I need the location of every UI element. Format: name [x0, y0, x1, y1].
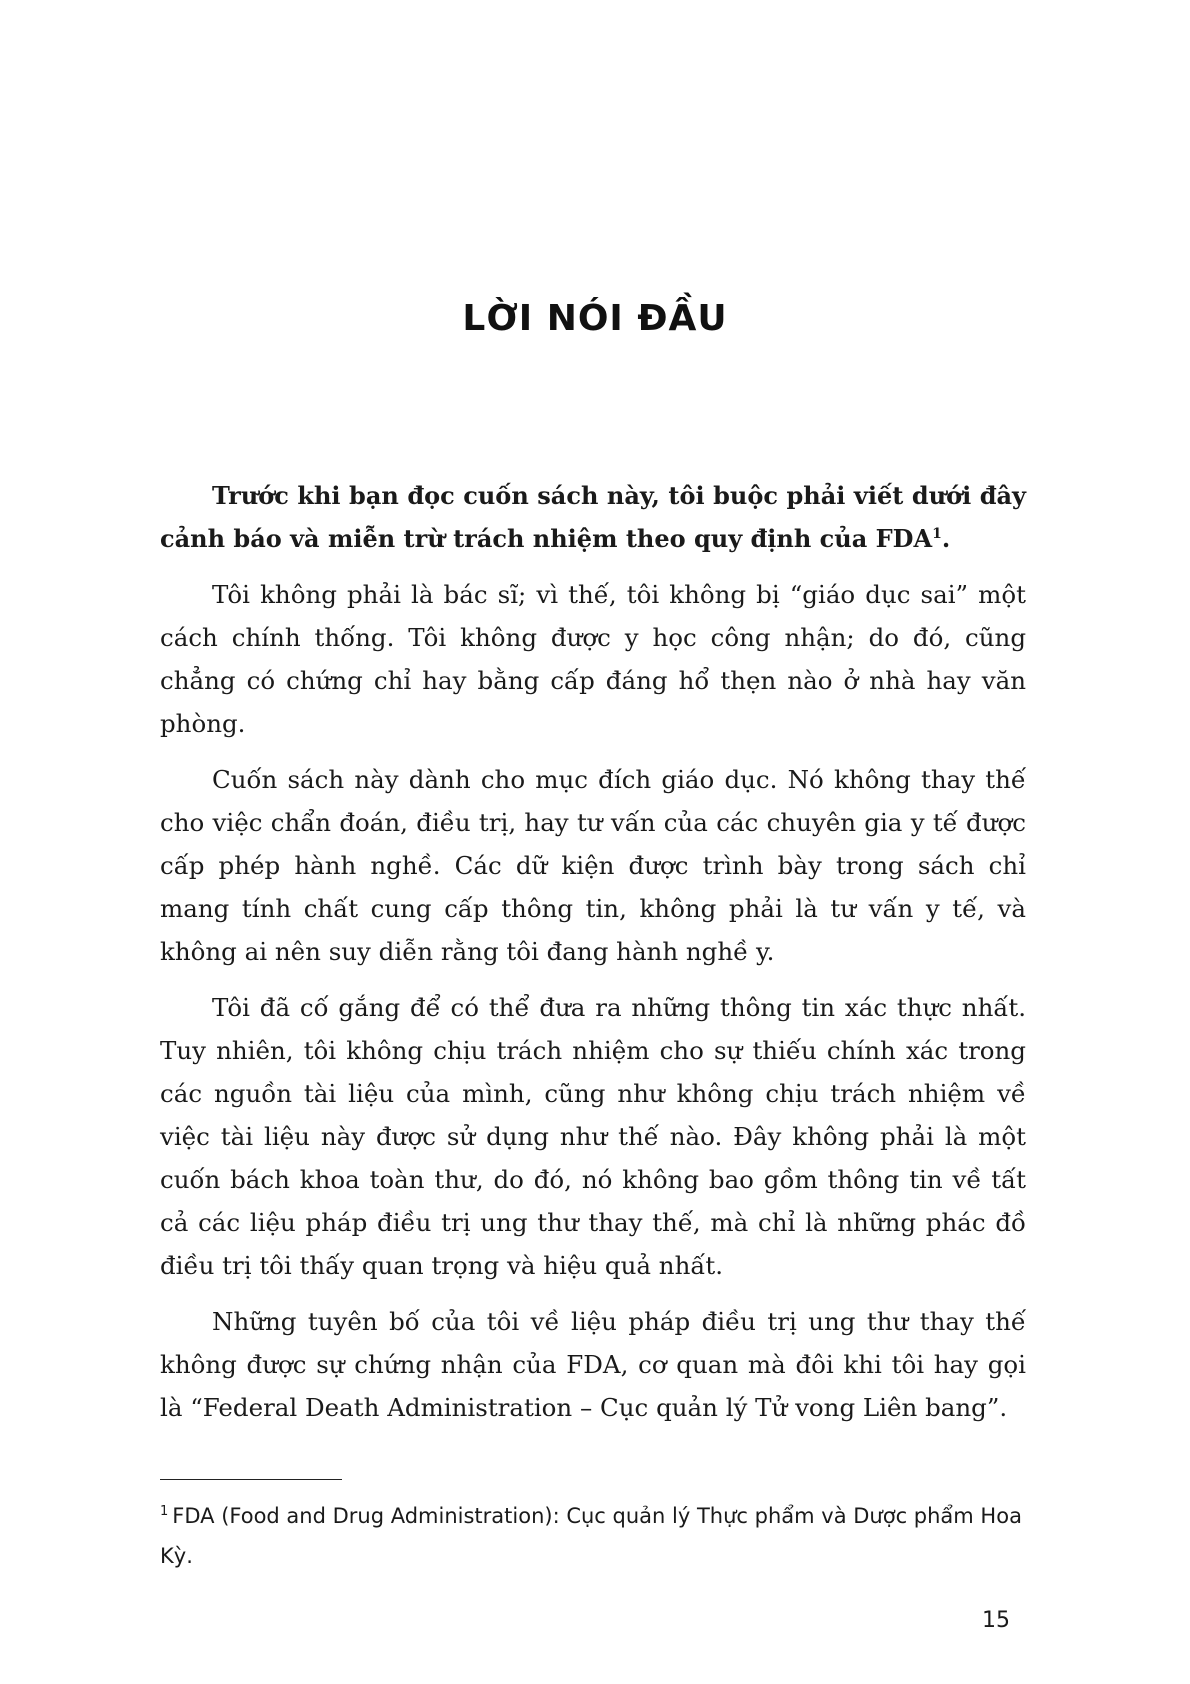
paragraph: Tôi không phải là bác sĩ; vì thế, tôi không bị “giáo dục sai” một cách chính thống. Tôi không được y học công nhận; do đó, cũng chẳng có chứng chỉ hay bằng cấp đáng hổ thẹn nào ở nhà hay văn phòng. — [160, 580, 1026, 738]
chapter-title: LỜI NÓI ĐẦU — [462, 298, 728, 339]
page-number: 15 — [982, 1608, 1010, 1633]
footnote-text: FDA (Food and Drug Administration): Cục quản lý Thực phẩm và Dược phẩm Hoa Kỳ. — [160, 1504, 1022, 1568]
paragraph: Những tuyên bố của tôi về liệu pháp điều trị ung thư thay thế không được sự chứng nhận của FDA, cơ quan mà đôi khi tôi hay gọi là “Federal Death Administration – Cục quản lý Tử vong Liên bang”. — [160, 1307, 1026, 1422]
paragraph: Tôi đã cố gắng để có thể đưa ra những thông tin xác thực nhất. Tuy nhiên, tôi không chịu trách nhiệm cho sự thiếu chính xác trong các nguồn tài liệu của mình, cũng như không chịu trách nhiệm về việc tài liệu này được sử dụng như thế nào. Đây không phải là một cuốn bách khoa toàn thư, do đó, nó không bao gồm thông tin về tất cả các liệu pháp điều trị ung thư thay thế, mà chỉ là những phác đồ điều trị tôi thấy quan trọng và hiệu quả nhất. — [160, 993, 1026, 1280]
paragraph: Cuốn sách này dành cho mục đích giáo dục. Nó không thay thế cho việc chẩn đoán, điều trị, hay tư vấn của các chuyên gia y tế được cấp phép hành nghề. Các dữ kiện được trình bày trong sách chỉ mang tính chất cung cấp thông tin, không phải là tư vấn y tế, và không ai nên suy diễn rằng tôi đang hành nghề y. — [160, 765, 1026, 966]
lead-paragraph — [160, 474, 1026, 560]
footnote-divider — [160, 1479, 342, 1480]
lead-paragraph-text: Trước khi bạn đọc cuốn sách này, tôi buộc phải viết dưới đây cảnh báo và miễn trừ trách nhiệm theo quy định của FDA — [160, 481, 1026, 553]
lead-paragraph-tail: . — [941, 524, 951, 553]
footnote — [160, 1496, 1026, 1576]
footnote-reference: 1 — [932, 526, 942, 542]
footnote-marker: 1 — [160, 1504, 169, 1519]
body-text — [160, 474, 1026, 1442]
